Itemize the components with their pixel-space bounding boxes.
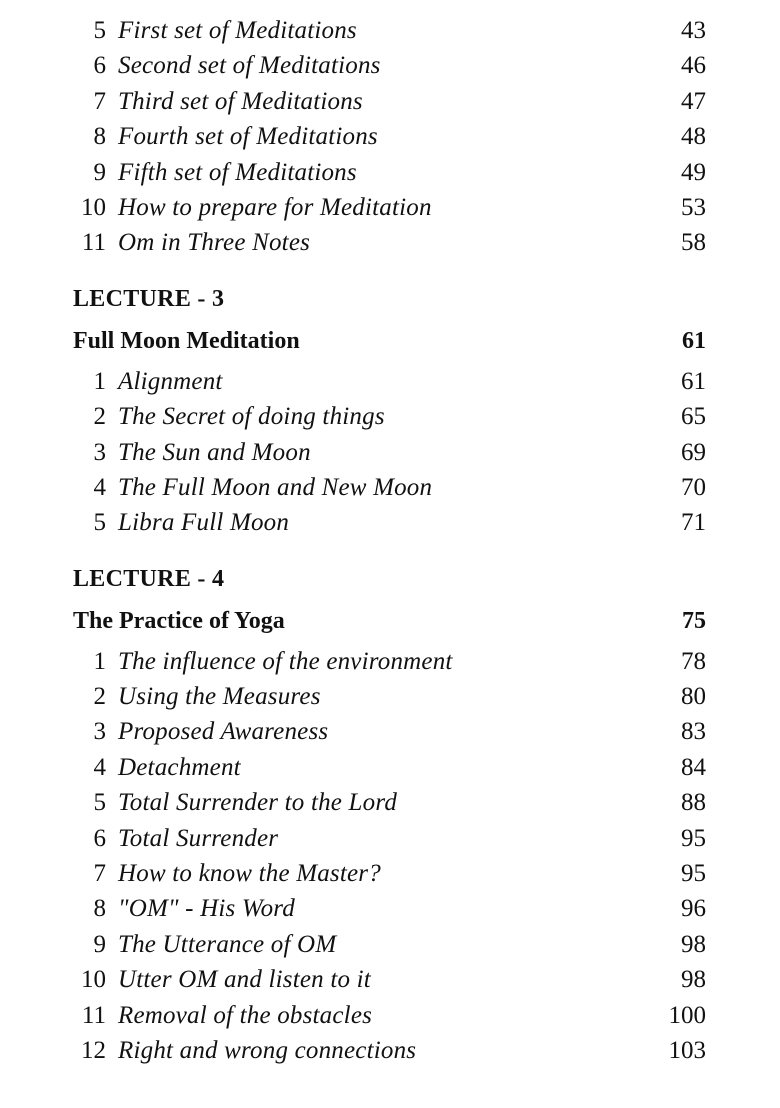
entry-page-number: 98 (681, 966, 706, 994)
toc-entry[interactable] (70, 826, 706, 861)
entry-number: 11 (81, 229, 106, 257)
entry-page-number: 61 (681, 367, 706, 395)
entry-title: Right and wrong connections (118, 1036, 417, 1064)
entry-number: 10 (81, 966, 106, 994)
entry-title: Third set of Meditations (118, 87, 363, 115)
section-page-number: 75 (682, 607, 706, 634)
entry-page-number: 58 (681, 229, 706, 257)
entry-page-number: 96 (681, 895, 706, 923)
entry-title: Using the Measures (118, 683, 321, 711)
entry-page-number: 70 (681, 473, 706, 501)
entry-title: Proposed Awareness (118, 718, 329, 746)
entry-title: The Utterance of OM (118, 930, 337, 958)
entry-title: How to prepare for Meditation (118, 193, 432, 221)
entry-page-number: 95 (681, 860, 706, 888)
entry-number: 9 (93, 158, 106, 186)
entry-title: The Full Moon and New Moon (118, 473, 433, 501)
section-heading (70, 286, 706, 355)
entry-page-number: 46 (681, 52, 706, 80)
entry-page-number: 98 (681, 930, 706, 958)
lecture-label: LECTURE - 3 (73, 285, 225, 312)
entry-number: 8 (93, 123, 106, 151)
entry-page-number: 71 (681, 509, 706, 537)
entry-number: 2 (93, 683, 106, 711)
toc-entry[interactable] (70, 440, 706, 475)
entry-page-number: 88 (681, 789, 706, 817)
entry-page-number: 103 (668, 1036, 706, 1064)
toc-entry[interactable] (70, 861, 706, 896)
entry-number: 4 (93, 753, 106, 781)
entry-number: 6 (93, 824, 106, 852)
toc-entry[interactable] (70, 932, 706, 967)
entry-page-number: 65 (681, 403, 706, 431)
toc-entry[interactable] (70, 1038, 706, 1073)
entry-number: 10 (81, 193, 106, 221)
toc-entry[interactable] (70, 124, 706, 159)
entry-title: Om in Three Notes (118, 229, 311, 257)
toc-entry[interactable] (70, 649, 706, 684)
entry-page-number: 83 (681, 718, 706, 746)
entry-title: Fourth set of Meditations (118, 123, 378, 151)
toc-entry[interactable] (70, 719, 706, 754)
entry-page-number: 69 (681, 438, 706, 466)
toc-entry[interactable] (70, 53, 706, 88)
entry-title: How to know the Master? (118, 860, 381, 888)
entry-page-number: 100 (668, 1001, 706, 1029)
entry-title: Detachment (118, 753, 241, 781)
toc-entry[interactable] (70, 18, 706, 53)
section-page-number: 61 (682, 327, 706, 354)
toc-entry[interactable] (70, 510, 706, 545)
entry-number: 12 (81, 1036, 106, 1064)
table-of-contents (70, 18, 706, 1073)
toc-entry[interactable] (70, 369, 706, 404)
section-title: Full Moon Meditation (73, 327, 300, 354)
toc-section (70, 286, 706, 546)
entry-page-number: 53 (681, 193, 706, 221)
lecture-label: LECTURE - 4 (73, 565, 225, 592)
entry-title: Total Surrender to the Lord (118, 789, 398, 817)
section-heading (70, 566, 706, 635)
entry-title: "OM" - His Word (118, 895, 296, 923)
entry-number: 8 (93, 895, 106, 923)
entry-title: Libra Full Moon (118, 509, 290, 537)
toc-entry[interactable] (70, 195, 706, 230)
entry-number: 7 (93, 860, 106, 888)
entry-number: 5 (93, 509, 106, 537)
entry-number: 11 (81, 1001, 106, 1029)
entry-page-number: 47 (681, 87, 706, 115)
entry-title: First set of Meditations (118, 17, 357, 44)
toc-entry[interactable] (70, 790, 706, 825)
entry-title: Second set of Meditations (118, 52, 381, 80)
entry-title: Removal of the obstacles (118, 1001, 373, 1029)
entry-number: 9 (93, 930, 106, 958)
toc-entry[interactable] (70, 755, 706, 790)
toc-entry[interactable] (70, 230, 706, 265)
toc-entry[interactable] (70, 404, 706, 439)
entry-number: 1 (93, 367, 106, 395)
entry-title: The Secret of doing things (118, 403, 385, 431)
toc-entry[interactable] (70, 475, 706, 510)
toc-entry[interactable] (70, 684, 706, 719)
toc-entry[interactable] (70, 160, 706, 195)
section-title-row[interactable] (73, 328, 706, 355)
entry-page-number: 48 (681, 123, 706, 151)
section-title-row[interactable] (73, 608, 706, 635)
entry-number: 7 (93, 87, 106, 115)
entry-title: Alignment (118, 367, 223, 395)
toc-entry[interactable] (70, 1003, 706, 1038)
entry-title: Fifth set of Meditations (118, 158, 357, 186)
entry-number: 3 (93, 438, 106, 466)
entry-number: 2 (93, 403, 106, 431)
entry-number: 5 (93, 789, 106, 817)
toc-entry[interactable] (70, 89, 706, 124)
toc-section (70, 566, 706, 1074)
entry-number: 1 (93, 647, 106, 675)
entry-page-number: 95 (681, 824, 706, 852)
toc-entry[interactable] (70, 967, 706, 1002)
entry-page-number: 43 (681, 17, 706, 44)
entry-page-number: 80 (681, 683, 706, 711)
entry-title: Utter OM and listen to it (118, 966, 371, 994)
entry-title: Total Surrender (118, 824, 279, 852)
entry-title: The Sun and Moon (118, 438, 311, 466)
entry-page-number: 78 (681, 647, 706, 675)
entry-number: 5 (93, 17, 106, 44)
entry-title: The influence of the environment (118, 647, 453, 675)
toc-section (70, 18, 706, 266)
entry-number: 3 (93, 718, 106, 746)
entry-number: 6 (93, 52, 106, 80)
entry-page-number: 49 (681, 158, 706, 186)
entry-page-number: 84 (681, 753, 706, 781)
toc-entry[interactable] (70, 896, 706, 931)
section-title: The Practice of Yoga (73, 607, 285, 634)
entry-number: 4 (93, 473, 106, 501)
